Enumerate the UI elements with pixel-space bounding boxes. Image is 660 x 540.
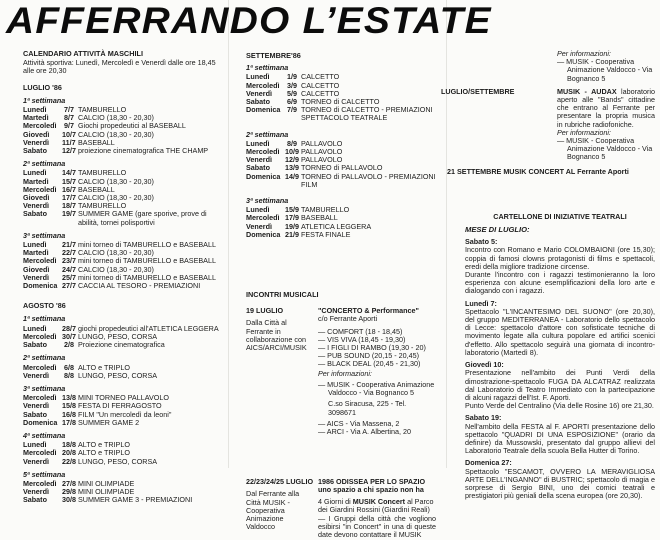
- row-day: Mercoledì: [23, 393, 57, 403]
- row-date: 6/8: [64, 362, 74, 372]
- theatre-entry-text: Spettacolo "ESCAMOT, OVVERO LA MERAVIGLIOSA ARTE DELL'INGANNO" di BUSTRIC; spettacolo di magia e sorprese di Sergio BINI, uno dei comici teatrali e prestigiatori più geniali della scena europea (ore 20,30).: [465, 466, 655, 501]
- schedule-row: [23, 131, 223, 139]
- row-day: Mercoledì: [23, 448, 57, 458]
- schedule-row: [246, 231, 436, 239]
- row-day: Domenica: [23, 417, 58, 427]
- row-day: Venerdì: [23, 201, 49, 211]
- theatre-entry-day: Domenica 27:: [465, 458, 512, 468]
- row-activity: BASEBALL: [78, 184, 115, 194]
- schedule-row: [23, 458, 223, 466]
- row-activity: CALCETTO: [301, 80, 340, 90]
- row-day: Lunedì: [23, 105, 47, 115]
- lineup-item: — I FIGLI DI RAMBO (19,30 - 20): [318, 343, 426, 353]
- row-activity: mini torneo di TAMBURELLO e BASEBALL: [78, 256, 216, 266]
- row-date: 8/7: [64, 113, 74, 123]
- event-title: 1986 ODISSEA PER LO SPAZIO: [318, 477, 426, 487]
- week-label: 1ª settimana: [23, 95, 66, 105]
- row-day: Mercoledì: [23, 121, 57, 131]
- column-right: [441, 49, 655, 501]
- row-date: 12/9: [285, 155, 299, 165]
- theatre-entry-day: Lunedì 7:: [465, 298, 497, 308]
- row-date: 3/9: [287, 80, 297, 90]
- week-label: 2ª settimana: [23, 159, 66, 169]
- row-day: Lunedì: [23, 168, 47, 178]
- row-activity: PALLAVOLO: [301, 155, 343, 165]
- week-label: 2ª settimana: [23, 353, 66, 363]
- row-date: 20/8: [62, 448, 76, 458]
- contact-aics: — AICS - Via Massena, 2: [318, 418, 400, 428]
- row-date: 1/9: [287, 72, 297, 82]
- row-day: Sabato: [23, 409, 47, 419]
- event-title: "CONCERTO & Performance": [318, 306, 419, 316]
- row-activity: CALCIO (18,30 - 20,30): [78, 193, 154, 203]
- fold-line-right: [446, 0, 447, 468]
- row-date: 18/7: [62, 201, 76, 211]
- schedule-row: [246, 173, 436, 189]
- info-block-top: [557, 50, 655, 83]
- row-day: Sabato: [23, 340, 47, 350]
- row-day: Domenica: [246, 105, 281, 115]
- row-date: 27/8: [62, 478, 76, 488]
- contact-musik-address: C.so Siracusa, 225 - Tel. 3098671: [328, 399, 407, 417]
- week-label: 3ª settimana: [246, 196, 289, 206]
- row-day: Venerdì: [23, 401, 49, 411]
- column-left: [23, 50, 223, 505]
- row-day: Sabato: [23, 495, 47, 505]
- row-activity: MINI OLIMPIADE: [78, 478, 135, 488]
- week-label: 2ª settimana: [246, 129, 289, 139]
- row-activity: TORNEO di CALCETTO: [301, 97, 380, 107]
- row-date: 7/7: [64, 105, 74, 115]
- theatre-entry-day: Sabato 5:: [465, 237, 498, 247]
- row-date: 25/7: [62, 272, 76, 282]
- row-date: 16/7: [62, 184, 76, 194]
- theatre-month: MESE DI LUGLIO:: [465, 225, 530, 235]
- schedule-row: [23, 147, 223, 155]
- theatre-entry-text: Nell'ambito della FESTA al F. APORTI presentazione dello spettacolo "QUADRI DI UNA ESPOSIZIONE" (orario da definire) da Mussowski, presentato dal gruppo allievi del Laboratorio Teatrale della scuola Bella Hutter di Torino.: [465, 421, 655, 456]
- event-description: [318, 498, 436, 514]
- row-activity: FESTA DI FERRAGOSTO: [78, 401, 162, 411]
- event-lineup: [318, 328, 436, 369]
- row-date: 22/8: [62, 456, 76, 466]
- music-event-19-luglio: [246, 307, 436, 436]
- desc-text-end: al Parco dei Giardini Rossini (Giardini Reali): [318, 496, 434, 514]
- desc-bold: MUSIK Concert: [352, 496, 406, 506]
- event-organizer: Dal Ferrante alla Città MUSIK - Cooperativa Animazione Valdocco: [246, 489, 300, 532]
- schedule-row: [23, 372, 223, 380]
- row-day: Lunedì: [23, 240, 47, 250]
- row-date: 7/9: [287, 105, 297, 115]
- theatre-entry-day: Giovedì 10:: [465, 360, 504, 370]
- row-date: 17/9: [285, 213, 299, 223]
- row-date: 9/7: [64, 121, 74, 131]
- event-description: [557, 88, 655, 129]
- row-date: 19/7: [62, 209, 76, 219]
- row-activity: TORNEO di CALCETTO - PREMIAZIONI SPETTACOLO TEATRALE: [301, 105, 433, 123]
- row-date: 15/9: [285, 205, 299, 215]
- event-note: — I Gruppi della città che vogliono esibirsi "in Concert" in una di queste date devono contattare il MUSIK: [318, 513, 436, 540]
- lineup-item: — PUB SOUND (20,15 - 20,45): [318, 351, 420, 361]
- row-date: 8/9: [287, 138, 297, 148]
- contact-musik: — MUSIK - Cooperativa Animazione Valdocco - Via Bognanco 5: [557, 57, 653, 83]
- event-venue: c/o Ferrante Aporti: [318, 314, 378, 324]
- theatre-entry-text: Presentazione nell'ambito dei Punti Verdi della dimostrazione-spettacolo FUGA DA ALCATRAZ realizzata dal Laboratorio di Teatro Immediato con la partecipazione di alcuni ragazzi dell'Ist. F. Aporti.: [465, 368, 655, 402]
- row-day: Lunedì: [23, 440, 47, 450]
- row-date: 13/8: [62, 393, 76, 403]
- row-day: Mercoledì: [23, 478, 57, 488]
- row-activity: SUMMER GAME (gare sporive, prove di abilità, tornei polisportivi: [78, 209, 207, 227]
- theatre-entry-day: Sabato 19:: [465, 413, 502, 423]
- row-day: Giovedì: [23, 129, 50, 139]
- desc-text: 4 Giorni di: [318, 496, 353, 506]
- event-date: 22/23/24/25 LUGLIO: [246, 477, 314, 487]
- row-day: Giovedì: [23, 264, 50, 274]
- row-date: 30/8: [62, 495, 76, 505]
- row-date: 27/7: [62, 281, 76, 291]
- row-day: Mercoledì: [246, 80, 280, 90]
- row-date: 19/9: [285, 221, 299, 231]
- row-activity: TAMBURELLO: [78, 168, 127, 178]
- row-day: Domenica: [23, 281, 58, 291]
- row-day: Lunedì: [246, 205, 270, 215]
- row-day: Venerdì: [246, 155, 272, 165]
- row-date: 21/7: [62, 240, 76, 250]
- row-day: Martedì: [23, 176, 49, 186]
- row-activity: LUNGO, PESO, CORSA: [78, 456, 158, 466]
- row-day: Mercoledì: [23, 184, 57, 194]
- row-activity: ATLETICA LEGGERA: [301, 221, 372, 231]
- row-date: 6/9: [287, 97, 297, 107]
- row-date: 24/7: [62, 264, 76, 274]
- theatre-entry-text: Spettacolo "L'INCANTESIMO DEL SUONO" (ore 20,30), del gruppo MEDITERRANEA - Laboratorio dello spettacolo di Lecce: spettacolo d'attore con sofisticate tecniche di movimento legate alla cultura popolare ed artifici scenici d'effetto. Allo spettacolo seguirà una giornata di incontro-laboratorio (Martedì 8).: [465, 306, 655, 357]
- row-day: Sabato: [23, 209, 47, 219]
- row-day: Venerdì: [23, 137, 49, 147]
- row-day: Venerdì: [23, 487, 49, 497]
- row-day: Sabato: [23, 146, 47, 156]
- info-label: Per informazioni:: [557, 49, 611, 58]
- music-event-odissea: [246, 478, 436, 539]
- column-middle: [246, 50, 436, 540]
- event-title: MUSIK - AUDAX: [557, 86, 617, 96]
- row-day: Lunedì: [23, 323, 47, 333]
- row-day: Venerdì: [246, 221, 272, 231]
- row-activity: TORNEO di PALLAVOLO: [301, 163, 383, 173]
- row-day: Venerdì: [23, 272, 49, 282]
- row-date: 28/7: [62, 323, 76, 333]
- week-label: 5ª settimana: [23, 469, 66, 479]
- row-activity: mini torneo di TAMBURELLO e BASEBALL: [78, 240, 216, 250]
- row-date: 15/8: [62, 401, 76, 411]
- row-date: 21/9: [285, 229, 299, 239]
- row-day: Venerdì: [23, 456, 49, 466]
- theatre-heading: CARTELLONE DI INIZIATIVE TEATRALI: [493, 211, 627, 221]
- theatre-entry-text-extra: Durante l'incontro con i ragazzi testimonieranno la loro esperienza con alcune esemplificazioni della loro arte e dialogando con i ragazzi.: [465, 270, 655, 296]
- week-label: 3ª settimana: [23, 230, 66, 240]
- month-heading: LUGLIO '86: [23, 82, 62, 92]
- row-day: Martedì: [23, 113, 49, 123]
- theatre-entry-text: Incontro con Romano e Mario COLOMBAIONI (ore 15,30); coppia di famosi clowns protagonisti di films e spettacoli, eredi della migliore tradizione circense.: [465, 245, 655, 271]
- row-day: Venerdì: [246, 88, 272, 98]
- row-date: 16/8: [62, 409, 76, 419]
- row-date: 15/7: [62, 176, 76, 186]
- row-activity: PALLAVOLO: [301, 138, 343, 148]
- row-activity: CALCIO (18,30 - 20,30): [78, 176, 154, 186]
- row-activity: ALTO e TRIPLO: [78, 362, 130, 372]
- row-activity: ALTO e TRIPLO: [78, 448, 130, 458]
- schedule-row: [246, 106, 436, 122]
- event-subtitle: uno spazio a chi spazio non ha: [318, 485, 424, 495]
- row-activity: TAMBURELLO: [78, 105, 127, 115]
- event-desc-text: laboratorio aperto alle "Bands" cittadine che entrano al Ferrante per presentare la propria musica in rubriche radiofoniche.: [557, 86, 655, 129]
- lineup-item: — BLACK DEAL (20,45 - 21,30): [318, 359, 421, 369]
- row-activity: CALCIO (18,30 - 20,30): [78, 248, 154, 258]
- row-day: Martedì: [23, 248, 49, 258]
- row-activity: Proiezione cinematografica: [78, 340, 165, 350]
- week-label: 4ª settimana: [23, 430, 66, 440]
- page-title: AFFERRANDO L’ESTATE: [6, 0, 492, 41]
- theatre-entry-text-extra: Punto Verde del Centralino (Via delle Rosine 16) ore 21,30.: [465, 401, 654, 411]
- row-date: 5/9: [287, 88, 297, 98]
- row-activity: CACCIA AL TESORO - PREMIAZIONI: [78, 281, 201, 291]
- row-date: 17/8: [62, 417, 76, 427]
- row-date: 8/8: [64, 370, 74, 380]
- row-activity: CALCIO (18,30 - 20,30): [78, 264, 154, 274]
- week-label: 3ª settimana: [23, 383, 66, 393]
- theatre-entries: [465, 238, 655, 500]
- row-activity: FESTA FINALE: [301, 229, 351, 239]
- row-day: Sabato: [246, 97, 270, 107]
- week-label: 1ª settimana: [23, 314, 66, 324]
- event-date: 19 LUGLIO: [246, 306, 284, 316]
- row-activity: CALCIO (18,30 - 20,30): [78, 113, 154, 123]
- row-activity: Giochi propedeutici al BASEBALL: [78, 121, 186, 131]
- row-day: Mercoledì: [23, 331, 57, 341]
- row-date: 14/9: [285, 171, 299, 181]
- row-day: Venerdì: [23, 370, 49, 380]
- row-day: Domenica: [246, 229, 281, 239]
- row-date: 30/7: [62, 331, 76, 341]
- row-activity: TORNEO di PALLAVOLO - PREMIAZIONI FILM: [301, 171, 436, 189]
- fold-line-left: [228, 0, 229, 468]
- row-date: 10/9: [285, 147, 299, 157]
- schedule-row: [23, 282, 223, 290]
- row-activity: LUNGO, PESO, CORSA: [78, 331, 158, 341]
- row-date: 22/7: [62, 248, 76, 258]
- row-activity: CALCETTO: [301, 72, 340, 82]
- row-day: Lunedì: [246, 138, 270, 148]
- row-date: 17/7: [62, 193, 76, 203]
- calendar-subheading: Attività sportiva: Lunedì, Mercoledì e Venerdì dalle ore 18,45 alle ore 20,30: [23, 58, 216, 76]
- row-activity: proiezione cinematografica THE CHAMP: [78, 146, 209, 156]
- row-activity: CALCETTO: [301, 88, 340, 98]
- row-activity: TAMBURELLO: [301, 205, 350, 215]
- row-day: Giovedì: [23, 193, 50, 203]
- row-day: Mercoledì: [246, 213, 280, 223]
- row-date: 13/9: [285, 163, 299, 173]
- row-date: 2/8: [64, 340, 74, 350]
- concert-announcement: 21 SETTEMBRE MUSIK CONCERT AL Ferrante Aporti: [447, 166, 629, 176]
- lineup-item: — COMFORT (18 - 18,45): [318, 326, 403, 336]
- row-date: 29/8: [62, 487, 76, 497]
- event-date: LUGLIO/SETTEMBRE: [441, 86, 515, 96]
- row-activity: mini torneo di TAMBURELLO e BASEBALL: [78, 272, 216, 282]
- contact-arci: — ARCI - Via A. Albertina, 20: [318, 426, 411, 436]
- september-heading: SETTEMBRE'86: [246, 51, 301, 60]
- schedule-row: [246, 82, 436, 90]
- september-weeks: [246, 64, 436, 239]
- schedule-row: [23, 341, 223, 349]
- row-date: 11/7: [62, 137, 76, 147]
- row-date: 18/8: [62, 440, 76, 450]
- calendar-heading: CALENDARIO ATTIVITÀ MASCHILI: [23, 49, 143, 58]
- row-day: Mercoledì: [23, 256, 57, 266]
- row-day: Sabato: [246, 163, 270, 173]
- row-day: Domenica: [246, 171, 281, 181]
- row-activity: CALCIO (18,30 - 20,30): [78, 129, 154, 139]
- row-activity: SUMMER GAME 3 - PREMIAZIONI: [78, 495, 193, 505]
- schedule-row: [23, 210, 223, 226]
- event-organizer: Dalla Città al Ferrante in collaborazione con AICS/ARCI/MUSIK: [246, 318, 307, 353]
- row-date: 14/7: [62, 168, 76, 178]
- contact-musik: — MUSIK - Cooperativa Animazione Valdocco - Via Bognanco 5: [557, 136, 653, 162]
- music-heading: INCONTRI MUSICALI: [246, 290, 319, 300]
- schedule-row: [23, 496, 223, 504]
- lineup-item: — VIS VIVA (18,45 - 19,30): [318, 334, 406, 344]
- row-date: 23/7: [62, 256, 76, 266]
- row-date: 12/7: [62, 146, 76, 156]
- month-heading: AGOSTO '86: [23, 301, 66, 311]
- contact-musik: — MUSIK - Cooperativa Animazione Valdocco - Via Bognanco 5: [318, 379, 435, 398]
- row-day: Mercoledì: [23, 362, 57, 372]
- music-event-audax: [441, 88, 655, 162]
- row-activity: LUNGO, PESO, CORSA: [78, 370, 158, 380]
- row-activity: FILM "Un mercoledì da leoni": [78, 409, 172, 419]
- row-day: Lunedì: [246, 72, 270, 82]
- info-label: Per informazioni:: [557, 127, 611, 137]
- row-activity: SUMMER GAME 2: [78, 417, 140, 427]
- row-activity: TAMBURELLO: [78, 201, 127, 211]
- row-activity: ALTO e TRIPLO: [78, 440, 130, 450]
- row-activity: MINI TORNEO PALLAVOLO: [78, 393, 169, 403]
- months-list: [23, 84, 223, 505]
- row-activity: PALLAVOLO: [301, 147, 343, 157]
- schedule-row: [23, 419, 223, 427]
- row-activity: BASEBALL: [301, 213, 338, 223]
- row-activity: giochi propedeutici all'ATLETICA LEGGERA: [78, 323, 219, 333]
- row-activity: BASEBALL: [78, 137, 115, 147]
- row-date: 10/7: [62, 129, 76, 139]
- week-label: 1ª settimana: [246, 63, 289, 73]
- row-day: Mercoledì: [246, 147, 280, 157]
- row-activity: MINI OLIMPIADE: [78, 487, 135, 497]
- info-label: Per informazioni:: [318, 368, 372, 378]
